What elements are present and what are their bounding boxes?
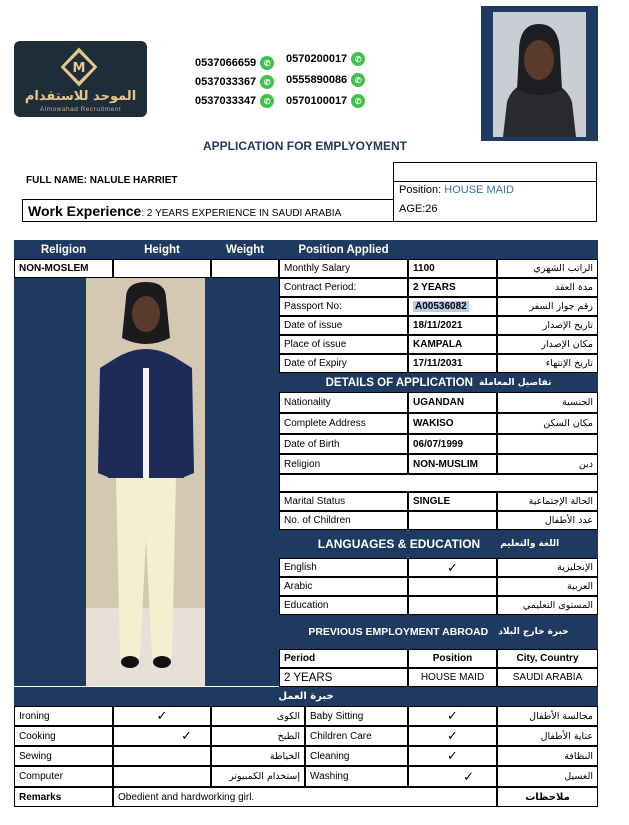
blank-row — [279, 474, 598, 492]
check-icon: ✓ — [113, 706, 211, 726]
education-value — [408, 596, 497, 615]
detail-value — [408, 511, 497, 530]
language-label: Education — [279, 596, 408, 615]
language-label: English — [279, 558, 408, 577]
skill-label: Computer — [14, 766, 113, 787]
position-label: Position: — [399, 184, 442, 196]
contract-arabic: رقم جواز السفر — [497, 297, 598, 316]
logo-arabic-name: الموحد للاستقدام — [24, 89, 137, 104]
col-position-applied: Position Applied — [279, 240, 408, 259]
weight-value — [211, 259, 279, 278]
skill-arabic: الطبخ — [211, 726, 305, 746]
skill-arabic: النظافة — [497, 746, 598, 766]
phone-entry — [195, 75, 274, 89]
col-religion: Religion — [14, 240, 113, 259]
divider — [393, 162, 394, 222]
details-header-en: DETAILS OF APPLICATION — [325, 376, 473, 389]
language-arabic: العربية — [497, 577, 598, 596]
portrait-photo — [493, 12, 586, 137]
contract-arabic: الراتب الشهري — [497, 259, 598, 278]
religion-value: NON-MOSLEM — [14, 259, 113, 278]
details-section-header — [279, 373, 598, 392]
whatsapp-icon: ✆ — [260, 75, 274, 89]
skill-label: Baby Sitting — [305, 706, 408, 726]
detail-label: Religion — [279, 454, 408, 474]
phone-number: 0570200017 — [286, 53, 348, 65]
skill-arabic: مجالسة الأطفال — [497, 706, 598, 726]
detail-label: Marital Status — [279, 492, 408, 511]
language-value — [408, 577, 497, 596]
remarks-label: Remarks — [14, 787, 113, 807]
logo-mark-icon — [58, 47, 100, 87]
check-icon: ✓ — [408, 706, 497, 726]
details-header-ar: تفاصيل المعاملة — [478, 377, 552, 388]
whatsapp-icon: ✆ — [351, 73, 365, 87]
skill-label: Children Care — [305, 726, 408, 746]
skill-arabic: الغسيل — [497, 766, 598, 787]
header-filler — [408, 240, 598, 259]
col-city-country: City, Country — [497, 649, 598, 668]
remarks-arabic: ملاحظات — [497, 787, 598, 807]
skill-check — [113, 746, 211, 766]
language-label: Arabic — [279, 577, 408, 596]
check-icon: ✓ — [408, 766, 497, 787]
phone-number: 0537033347 — [195, 95, 257, 107]
skill-label: Cleaning — [305, 746, 408, 766]
contract-arabic: تاريخ الإصدار — [497, 316, 598, 335]
phone-entry — [195, 56, 274, 70]
form-title: APPLICATION FOR EMPLYOYMENT — [202, 139, 407, 153]
detail-arabic: الجنسية — [497, 392, 598, 413]
languages-header-ar: اللغة والتعليم — [500, 539, 560, 549]
check-icon: ✓ — [113, 726, 211, 746]
skill-arabic: إستخدام الكمبيوتر — [211, 766, 305, 787]
contract-label: Date of issue — [279, 316, 408, 335]
prev-position: HOUSE MAID — [408, 668, 497, 687]
skill-arabic: الكوى — [211, 706, 305, 726]
detail-value: SINGLE — [408, 492, 497, 511]
col-period: Period — [279, 649, 408, 668]
contract-label: Passport No: — [279, 297, 408, 316]
language-arabic: المستوى التعليمي — [497, 596, 598, 615]
contract-value: 17/11/2031 — [408, 354, 497, 373]
languages-section-header — [279, 530, 598, 558]
portrait-photo-frame — [481, 6, 598, 141]
work-experience-label: Work Experience — [28, 203, 142, 219]
previous-employment-header-ar: خبرة خارج البلاد — [498, 627, 569, 637]
detail-arabic — [497, 434, 598, 454]
languages-header-en: LANGUAGES & EDUCATION — [317, 537, 481, 551]
phone-number: 0537033367 — [195, 76, 257, 88]
col-weight: Weight — [211, 240, 279, 259]
remarks-value: Obedient and hardworking girl. — [113, 787, 497, 807]
logo-english-name: Almowahad Recruitment — [39, 106, 122, 113]
age: AGE:26 — [399, 203, 438, 215]
col-position: Position — [408, 649, 497, 668]
position-value: HOUSE MAID — [444, 184, 514, 196]
whatsapp-icon: ✆ — [351, 52, 365, 66]
skills-section-header: خبرة العمل — [14, 687, 598, 706]
check-icon: ✓ — [408, 746, 497, 766]
detail-label: Date of Birth — [279, 434, 408, 454]
detail-arabic: عدد الأطفال — [497, 511, 598, 530]
phone-entry — [195, 94, 274, 108]
contract-label: Place of issue — [279, 335, 408, 354]
skill-label: Washing — [305, 766, 408, 787]
contract-label: Date of Expiry — [279, 354, 408, 373]
detail-value: WAKISO — [408, 413, 497, 434]
divider — [393, 181, 597, 182]
detail-value: UGANDAN — [408, 392, 497, 413]
divider — [22, 199, 394, 200]
phone-entry — [286, 94, 365, 108]
previous-employment-header-en: PREVIOUS EMPLOYMENT ABROAD — [308, 626, 489, 638]
whatsapp-icon: ✆ — [351, 94, 365, 108]
phone-list-right — [286, 52, 365, 108]
skill-label: Cooking — [14, 726, 113, 746]
skill-label: Ironing — [14, 706, 113, 726]
contract-label: Contract Period: — [279, 278, 408, 297]
height-value — [113, 259, 211, 278]
skill-check — [113, 766, 211, 787]
skill-arabic: عناية الأطفال — [497, 726, 598, 746]
phone-list-left — [195, 56, 274, 108]
contract-value: 18/11/2021 — [408, 316, 497, 335]
whatsapp-icon: ✆ — [260, 94, 274, 108]
detail-value: NON-MUSLIM — [408, 454, 497, 474]
check-icon: ✓ — [408, 558, 497, 577]
contract-arabic: تاريخ الإنتهاء — [497, 354, 598, 373]
work-experience-value: : 2 YEARS EXPERIENCE IN SAUDI ARABIA — [141, 208, 342, 219]
detail-label: Complete Address — [279, 413, 408, 434]
detail-label: Nationality — [279, 392, 408, 413]
phone-entry — [286, 52, 365, 66]
skill-arabic: الخياطة — [211, 746, 305, 766]
check-icon: ✓ — [408, 726, 497, 746]
contract-value: KAMPALA — [408, 335, 497, 354]
phone-number: 0537066659 — [195, 57, 257, 69]
full-name: FULL NAME: NALULE HARRIET — [22, 162, 394, 199]
contract-value: 1100 — [408, 259, 497, 278]
full-body-photo — [86, 278, 205, 686]
col-height: Height — [113, 240, 211, 259]
passport-number-value: A00536082 — [415, 301, 467, 312]
detail-arabic: الحالة الإجتماعية — [497, 492, 598, 511]
passport-number — [408, 297, 497, 316]
phone-number: 0570100017 — [286, 95, 348, 107]
detail-arabic: دين — [497, 454, 598, 474]
whatsapp-icon: ✆ — [260, 56, 274, 70]
svg-text:M: M — [72, 61, 86, 76]
detail-label: No. of Children — [279, 511, 408, 530]
work-experience — [28, 203, 341, 219]
contract-arabic: مكان الإصدار — [497, 335, 598, 354]
contract-arabic: مدة العقد — [497, 278, 598, 297]
company-logo — [14, 41, 147, 117]
position-field — [399, 184, 514, 196]
language-arabic: الإنجليزية — [497, 558, 598, 577]
previous-employment-header — [279, 615, 598, 649]
contract-value: 2 YEARS — [408, 278, 497, 297]
prev-period: 2 YEARS — [279, 668, 408, 687]
phone-entry — [286, 73, 365, 87]
phone-number: 0555890086 — [286, 74, 348, 86]
detail-value: 06/07/1999 — [408, 434, 497, 454]
prev-city-country: SAUDI ARABIA — [497, 668, 598, 687]
detail-arabic: مكان السكن — [497, 413, 598, 434]
contract-label: Monthly Salary — [279, 259, 408, 278]
skill-label: Sewing — [14, 746, 113, 766]
